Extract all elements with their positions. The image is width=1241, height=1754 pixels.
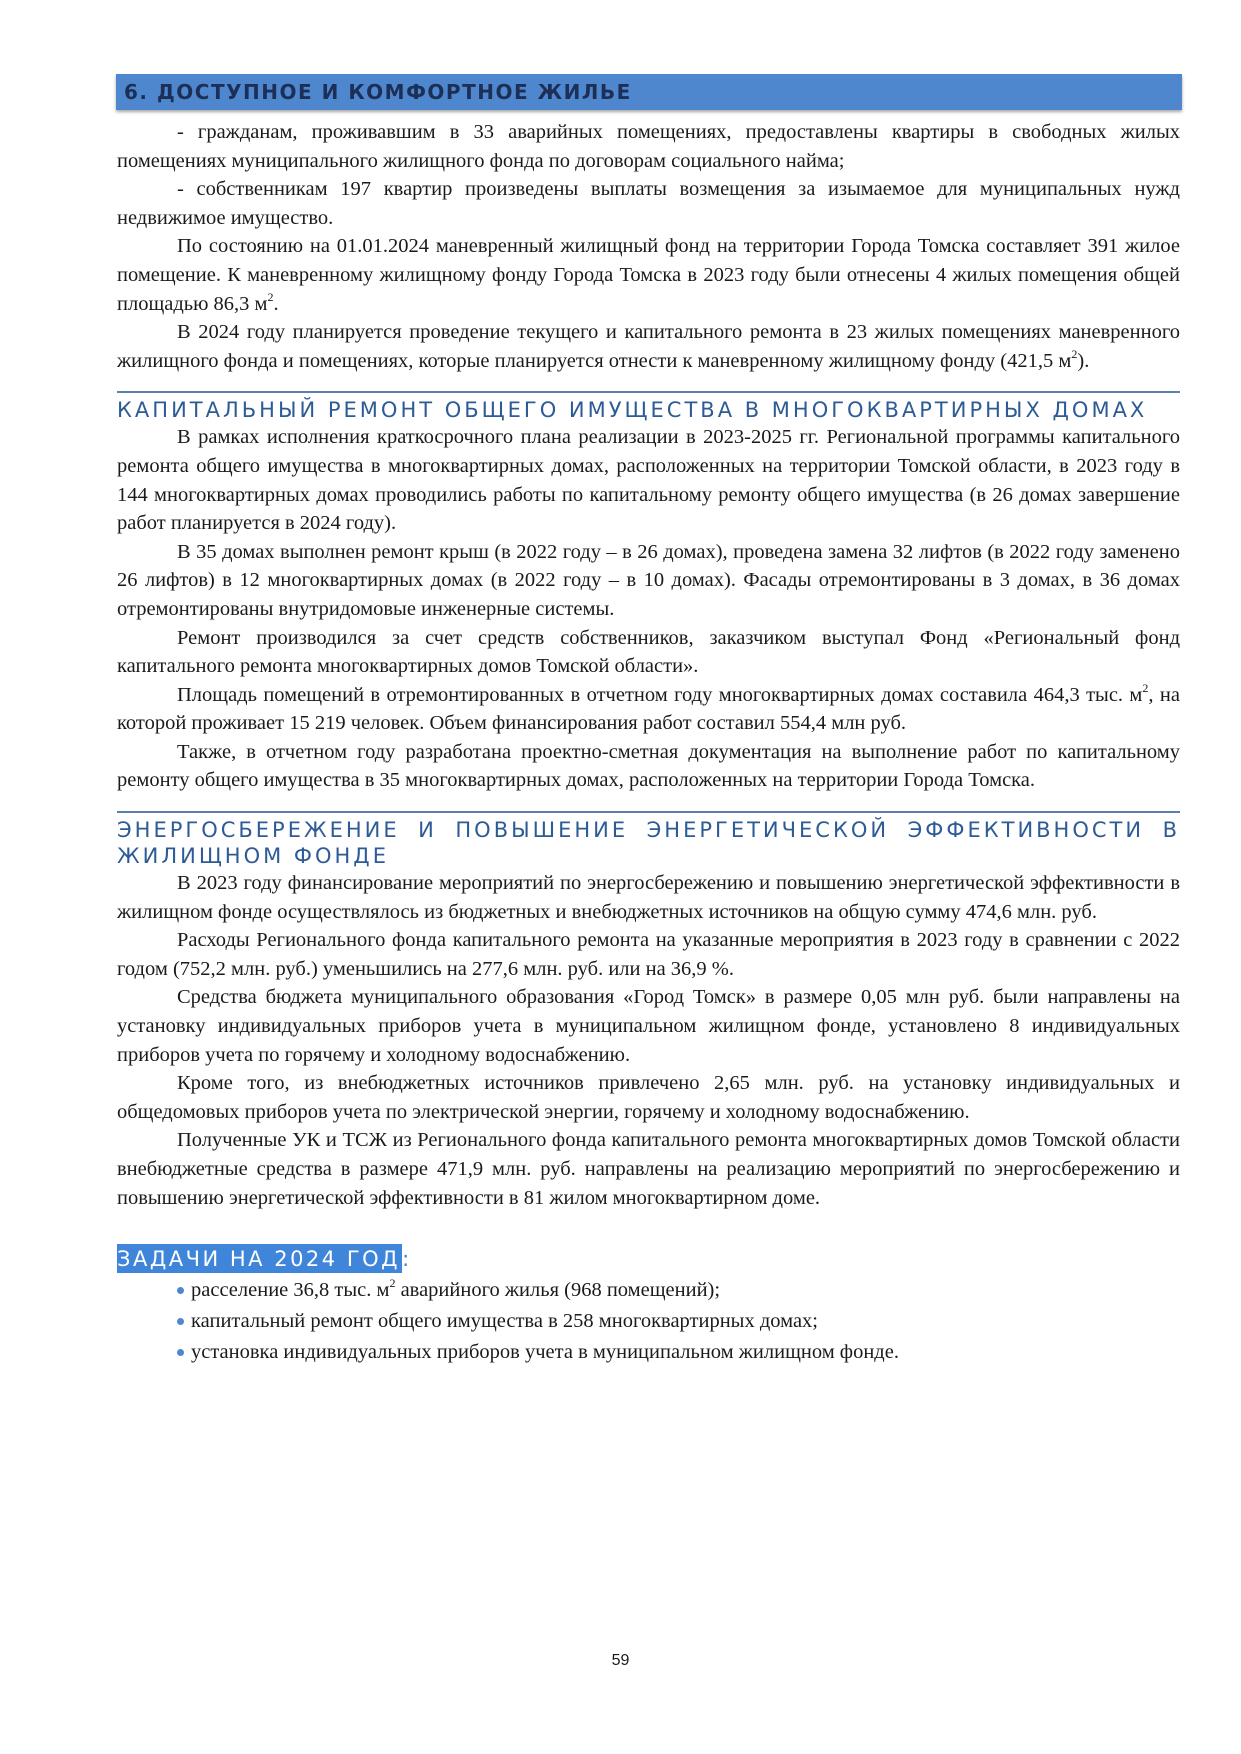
paragraph: Ремонт производился за счет средств собственников, заказчиком выступал Фонд «Региональный фонд капитального ремонта многоквартирных домов Томской области». [117,626,1180,678]
page-number: 59 [611,1652,630,1669]
document-body [117,118,1180,1368]
paragraph: - собственникам 197 квартир произведены выплаты возмещения за изымаемое для муниципальных нужд недвижимое имущество. [117,178,1180,229]
chapter-header-bar [116,74,1182,110]
tasks-heading: ЗАДАЧИ НА 2024 ГОД [117,1244,402,1273]
tasks-heading-colon: : [402,1247,410,1272]
paragraph: В 2024 году планируется проведение текущего и капитального ремонта в 23 жилых помещениях маневренного жилищного фонда и помещениях, которые планируется отнести к маневренному жилищному фонду (421,5 $м^2$). [117,321,1180,372]
paragraph: По состоянию на 01.01.2024 маневренный жилищный фонд на территории Города Томска составляет 391 жилое помещение. К маневренному жилищному фонду Города Томска в 2023 году были отнесены 4 жилых помещения общей площадью 86,3 $м^2$. [117,235,1180,315]
paragraph: Также, в отчетном году разработана проектно-сметная документация на выполнение работ по капитальному ремонту общего имущества в 35 многоквартирных домах, расположенных на территории Города Томска. [117,740,1180,792]
paragraph: Площадь помещений в отремонтированных в отчетном году многоквартирных домах составила 464,3 тыс. $м^2$, на которой проживает 15 219 человек. Объем финансирования работ составил 554,4 млн руб. [117,680,1180,735]
bullet-icon [177,1318,184,1325]
bullet-icon [177,1287,184,1294]
tasks-list [117,1275,1180,1368]
paragraph: В 2023 году финансирование мероприятий по энергосбережению и повышению энергетической эффективности в жилищном фонде осуществлялось из бюджетных и внебюджетных источников на общую сумму 474,6 млн. руб. [117,872,1180,923]
list-item: расселение 36,8 тыс. $м^2$ аварийного жилья (968 помещений); [177,1275,1180,1306]
list-item: капитальный ремонт общего имущества в 258 многоквартирных домах; [177,1306,1180,1337]
section-heading-capital-repair: КАПИТАЛЬНЫЙ РЕМОНТ ОБЩЕГО ИМУЩЕСТВА В МНОГОКВАРТИРНЫХ ДОМАХ [117,391,1180,423]
paragraph: В рамках исполнения краткосрочного плана реализации в 2023-2025 гг. Региональной программы капитального ремонта общего имущества в многоквартирных домах, расположенных на территории Томской области, в 2023 году в 144 многоквартирных домах проводились работы по капитальному ремонту общего имущества (в 26 домах завершение работ планируется в 2024 году). [117,426,1180,535]
paragraph: Кроме того, из внебюджетных источников привлечено 2,65 млн. руб. на установку индивидуальных и общедомовых приборов учета по электрической энергии, горячему и холодному водоснабжению. [117,1072,1180,1123]
paragraph: Полученные УК и ТСЖ из Регионального фонда капитального ремонта многоквартирных домов Томской области внебюджетные средства в размере 471,9 млн. руб. направлены на реализацию мероприятий по энергосбережению и повышению энергетической эффективности в 81 жилом многоквартирном доме. [117,1129,1180,1209]
tasks-heading-row [117,1212,1180,1275]
list-item: установка индивидуальных приборов учета в муниципальном жилищном фонде. [177,1337,1180,1368]
section-heading-energy: ЭНЕРГОСБЕРЕЖЕНИЕ И ПОВЫШЕНИЕ ЭНЕРГЕТИЧЕСКОЙ ЭФФЕКТИВНОСТИ В ЖИЛИЩНОМ ФОНДЕ [117,811,1180,869]
paragraph: - гражданам, проживавшим в 33 аварийных помещениях, предоставлены квартиры в свободных жилых помещениях муниципального жилищного фонда по договорам социального найма; [117,121,1180,172]
chapter-title: 6. ДОСТУПНОЕ И КОМФОРТНОЕ ЖИЛЬЕ [124,80,632,104]
paragraph: Средства бюджета муниципального образования «Город Томск» в размере 0,05 млн руб. были направлены на установку индивидуальных приборов учета в муниципальном жилищном фонде, установлено 8 индивидуальных приборов учета по горячему и холодному водоснабжению. [117,986,1180,1066]
paragraph: Расходы Регионального фонда капитального ремонта на указанные мероприятия в 2023 году в сравнении с 2022 годом (752,2 млн. руб.) уменьшились на 277,6 млн. руб. или на 36,9 %. [117,929,1180,980]
bullet-icon [177,1349,184,1356]
paragraph: В 35 домах выполнен ремонт крыш (в 2022 году – в 26 домах), проведена замена 32 лифтов (в 2022 году заменено 26 лифтов) в 12 многоквартирных домах (в 2022 году – в 10 домах). Фасады отремонтированы в 3 домах, в 36 домах отремонтированы внутридомовые инженерные системы. [117,540,1180,620]
